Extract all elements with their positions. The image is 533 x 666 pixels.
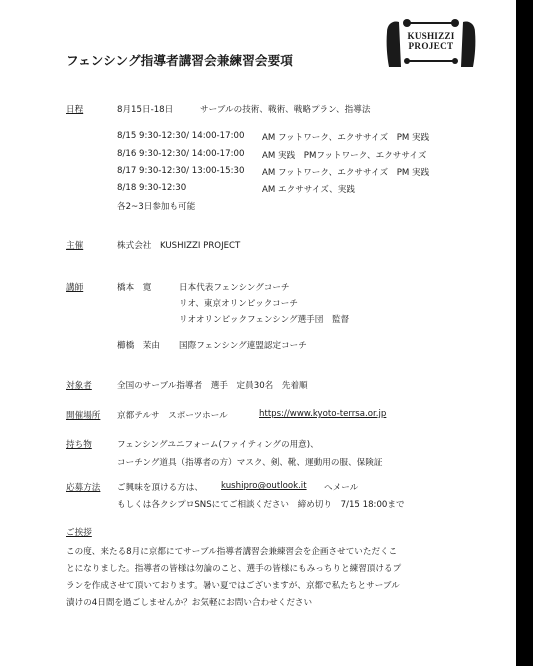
schedule-day-date: 8/15 bbox=[117, 131, 137, 141]
greeting-line: この度、来たる8月に京都にてサーブル指導者講習会兼練習会を企画させていただくこ bbox=[66, 547, 398, 557]
instructor-title: 国際フェンシング連盟認定コーチ bbox=[179, 341, 307, 351]
schedule-day-detail: AM フットワーク、エクササイズ PM 実践 bbox=[262, 168, 430, 178]
target-label: 対象者 bbox=[66, 381, 92, 391]
schedule-day-detail: AM フットワーク、エクササイズ PM 実践 bbox=[262, 133, 430, 143]
instructor-name: 橋本 寛 bbox=[117, 283, 152, 293]
kushizzi-project-logo bbox=[385, 16, 477, 68]
apply-suffix: へメール bbox=[324, 483, 359, 493]
belongings-line: フェンシングユニフォーム(ファイティングの用意)、 bbox=[117, 440, 319, 450]
schedule-day-times: 9:30-12:30/ 14:00-17:00 bbox=[139, 149, 245, 159]
schedule-label: 日程 bbox=[66, 105, 84, 115]
schedule-day-times: 9:30-12:30 bbox=[139, 183, 187, 193]
apply-email-link[interactable]: kushipro@outlook.it bbox=[221, 481, 307, 491]
instructor-title: リオ、東京オリンピックコーチ bbox=[179, 299, 298, 309]
instructors-label: 講師 bbox=[66, 283, 84, 293]
organizer-label: 主催 bbox=[66, 241, 84, 251]
schedule-note: 各2~3日参加も可能 bbox=[117, 202, 196, 212]
apply-label: 応募方法 bbox=[66, 483, 101, 493]
document-title: フェンシング指導者講習会兼練習会要項 bbox=[66, 53, 293, 68]
schedule-topics: サーブルの技術、戦術、戦略プラン、指導法 bbox=[200, 105, 371, 115]
greeting-line: 漬けの4日間を過ごしませんか？お気軽にお問い合わせください bbox=[66, 598, 313, 608]
instructor-title: 日本代表フェンシングコーチ bbox=[179, 283, 290, 293]
schedule-day-date: 8/17 bbox=[117, 166, 137, 176]
schedule-day-times: 9:30-12:30/ 13:00-15:30 bbox=[139, 166, 245, 176]
instructor-name: 櫛橋 茉由 bbox=[117, 341, 160, 351]
apply-line2: もしくは各クシプロSNSにてご相談ください 締め切り 7/15 18:00まで bbox=[117, 500, 405, 510]
target-value: 全国のサーブル指導者 選手 定員30名 先着順 bbox=[117, 381, 308, 391]
greeting-line: とになりました。指導者の皆様は勿論のこと、選手の皆様にもみっちりと練習頂けるプ bbox=[66, 564, 402, 574]
schedule-day-date: 8/16 bbox=[117, 149, 137, 159]
apply-prefix: ご興味を頂ける方は、 bbox=[117, 483, 203, 493]
venue-label: 開催場所 bbox=[66, 411, 101, 421]
schedule-day-detail: AM エクササイズ、実践 bbox=[262, 185, 355, 195]
logo-text-kushizzi: KUSHIZZI bbox=[407, 31, 455, 41]
schedule-dates: 8月15日-18日 bbox=[117, 105, 174, 115]
logo-text-project: PROJECT bbox=[408, 41, 454, 51]
schedule-day-detail: AM 実践 PMフットワーク、エクササイズ bbox=[262, 151, 427, 161]
schedule-day-times: 9:30-12:30/ 14:00-17:00 bbox=[139, 131, 245, 141]
greeting-label: ご挨拶 bbox=[66, 528, 92, 538]
greeting-line: ランを作成させて頂いております。暑い夏ではございますが、京都で私たちとサーブル bbox=[66, 581, 400, 591]
instructor-title: リオオリンピックフェンシング選手団 監督 bbox=[179, 315, 350, 325]
organizer-value: 株式会社 KUSHIZZI PROJECT bbox=[117, 241, 241, 251]
belongings-label: 持ち物 bbox=[66, 440, 92, 450]
belongings-line: コーチング道具（指導者の方）マスク、剣、靴、運動用の服、保険証 bbox=[117, 458, 383, 468]
schedule-day-date: 8/18 bbox=[117, 183, 137, 193]
venue-name: 京都テルサ スポーツホール bbox=[117, 411, 228, 421]
venue-url-link[interactable]: https://www.kyoto-terrsa.or.jp bbox=[259, 409, 387, 419]
